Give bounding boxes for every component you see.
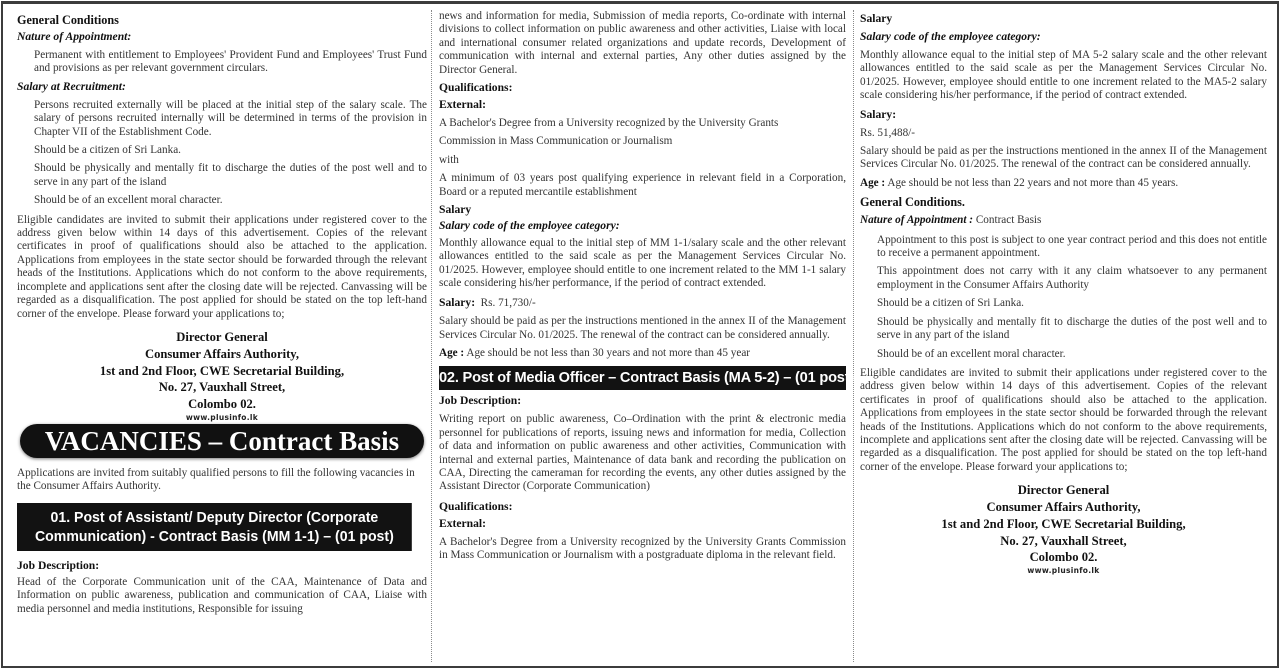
external-heading: External: xyxy=(439,516,487,530)
column-2 xyxy=(439,4,855,666)
age-text: Age should be not less than 30 years and not more than 45 year xyxy=(466,346,751,359)
job-description-continued: news and information for media, Submission of media reports, Co-ordinate with internal divisions to collect information on public awareness and other activities, Liaise with local and international consumer related organizations and update records, Development of communication with internal and external parties, Any other duties assigned by the Director General. xyxy=(439,10,846,76)
moral-condition: Should be of an excellent moral character. xyxy=(34,194,223,207)
external-heading: External: xyxy=(439,98,487,112)
with-text: with xyxy=(439,153,459,166)
intro-text: Applications are invited from suitably qualified persons to fill the following vacancies in the Consumer Affairs Authority. xyxy=(17,466,415,493)
job-description-text: Head of the Corporate Communication unit of the CAA, Maintenance of Data and Information on public awareness, publication and communication of CAA, Liaise with media personnel and media institutions, Responsible for issuing xyxy=(17,575,427,615)
job-description-heading: Job Description: xyxy=(17,558,100,572)
salary-payment-text: Salary should be paid as per the instructions mentioned in the annex II of the Management Services Circular No. 01/2025. The renewal of the contract can be considered annually. xyxy=(439,315,846,341)
degree-line-2: Commission in Mass Communication or Journalism xyxy=(439,135,673,148)
citizen-condition: Should be a citizen of Sri Lanka. xyxy=(877,297,1024,310)
website-watermark: www.plusinfo.lk xyxy=(1027,566,1100,576)
nature-of-appointment-value: Contract Basis xyxy=(975,214,1042,227)
salary-at-recruitment-text: Persons recruited externally will be placed at the initial step of the salary scale. The salary of persons recruited internally will be determined in terms of the provision in Chapter VII of the Establishment Code. xyxy=(34,98,427,138)
qualifications-heading: Qualifications: xyxy=(439,499,513,513)
salary-code-text: Monthly allowance equal to the initial step of MM 1-1/salary scale and the other relevant allowances entitled to the said scale as per the Management Services Circular No. 01/2025. However, employee should entitle to one increment related to the MM 1-1 salary scale considering his/her performance, if the period of contract extended. xyxy=(439,237,846,290)
address-line: Consumer Affairs Authority, xyxy=(144,346,300,361)
salary-line xyxy=(439,296,846,310)
address-line: Colombo 02. xyxy=(1029,550,1098,565)
post-2-title: 02. Post of Media Officer – Contract Basis (MA 5-2) – (01 post) xyxy=(439,366,846,390)
experience-requirement: A minimum of 03 years post qualifying experience in relevant field in a Corporation, Board or a reputed mercantile establishment xyxy=(439,172,846,198)
website-watermark: www.plusinfo.lk xyxy=(185,412,259,422)
fitness-condition: Should be physically and mentally fit to discharge the duties of the post well and to serve in any part of the island xyxy=(877,315,1267,342)
salary-at-recruitment-heading: Salary at Recruitment: xyxy=(17,79,126,93)
vacancies-banner: VACANCIES – Contract Basis xyxy=(20,424,424,458)
job-description-2-text: Writing report on public awareness, Co–Ordination with the print & electronic media personnel for publications of reports, issuing news and information for media, Collection of data and information on public awareness and other activities, Communication with internal and external parties, Maintenance of data bank and recording the publication on CAA, Directing the cameraman for recording the events, any other duties assigned by the Assistant Director (Corporate Communication) xyxy=(439,413,846,493)
age-label: Age : xyxy=(439,346,465,359)
column-1 xyxy=(17,4,427,666)
general-conditions-heading: General Conditions. xyxy=(860,195,965,210)
age-label: Age : xyxy=(860,176,886,189)
salary-label: Salary: xyxy=(860,107,897,121)
eligibility-instructions: Eligible candidates are invited to submit their applications under registered cover to the address given below within 14 days of this advertisement. Copies of the relevant certificates in proof of qualifications should also be attached to the application. Applications from employees in the state sector should be forwarded through the relevant heads of the Institutions. Applications which do not conform to the above requirements, incomplete and applications sent after the closing date will be rejected. Canvassing will be regarded as a disqualification. The post applied for should be stated on the top left-hand corner of the envelope. Please forward your applications to; xyxy=(17,213,427,320)
salary-code-text: Monthly allowance equal to the initial step of MA 5-2 salary scale and the other relevant allowances entitled to the said scale as per the Management Services Circular No. 01/2025. However, employee should entitle to one increment related to the MA5-2 salary scale considering his/her performance, if the period of contract extended. xyxy=(860,49,1267,102)
advertisement-page xyxy=(1,1,1279,668)
post-1-title: 01. Post of Assistant/ Deputy Director (Corporate Communication) - Contract Basis (MM 1-1) – (01 post) xyxy=(17,503,412,551)
salary-code-heading: Salary code of the employee category: xyxy=(860,30,1041,43)
column-3 xyxy=(860,4,1267,666)
column-divider xyxy=(431,10,432,662)
address-line: Director General xyxy=(1017,483,1110,498)
age-line xyxy=(860,177,1267,190)
address-line: 1st and 2nd Floor, CWE Secretarial Building, xyxy=(99,363,345,378)
eligibility-instructions: Eligible candidates are invited to submit their applications under registered cover to the address given below within 14 days of this advertisement. Copies of the relevant certificates in proof of qualifications should also be attached to the application. Applications from employees in the state sector should be forwarded through the relevant heads of the Institutions. Applications which do not conform to the above requirements, incomplete and applications sent after the closing date will be rejected. Canvassing will be regarded as a disqualification. The post applied for should be stated on the top left-hand corner of the envelope. Please forward your applications to; xyxy=(860,366,1267,473)
salary-heading: Salary xyxy=(860,12,893,25)
degree-line-1: A Bachelor's Degree from a University recognized by the University Grants xyxy=(439,117,779,130)
postal-address xyxy=(860,482,1267,566)
address-line: No. 27, Vauxhall Street, xyxy=(1000,533,1127,548)
age-text: Age should be not less than 22 years and not more than 45 years. xyxy=(887,176,1179,189)
column-divider xyxy=(853,10,854,662)
nature-of-appointment-heading: Nature of Appointment: xyxy=(17,30,132,43)
no-claim-condition: This appointment does not carry with it any claim whatsoever to any permanent employment in the Consumer Affairs Authority xyxy=(877,265,1267,291)
age-line xyxy=(439,347,846,360)
moral-condition: Should be of an excellent moral character. xyxy=(877,347,1066,360)
salary-heading: Salary xyxy=(439,203,472,217)
job-description-heading: Job Description: xyxy=(439,394,522,408)
nature-of-appointment-heading: Nature of Appointment : xyxy=(860,214,974,227)
citizen-condition: Should be a citizen of Sri Lanka. xyxy=(34,144,181,157)
qualifications-heading: Qualifications: xyxy=(439,81,513,95)
degree-2-text: A Bachelor's Degree from a University recognized by the University Grants Commission in Mass Communication or Journalism with a postgraduate diploma in the relevant field. xyxy=(439,535,846,562)
salary-code-heading: Salary code of the employee category: xyxy=(439,219,620,233)
general-conditions-heading: General Conditions xyxy=(17,13,119,27)
postal-address xyxy=(17,329,427,413)
salary-value: Rs. 51,488/- xyxy=(860,126,916,139)
salary-label: Salary: xyxy=(439,295,476,309)
nature-of-appointment-line xyxy=(860,214,1267,227)
contract-condition: Appointment to this post is subject to one year contract period and this does not entitle to receive a permanent appointment. xyxy=(877,233,1267,260)
address-line: Director General xyxy=(176,329,268,344)
address-line: No. 27, Vauxhall Street, xyxy=(158,380,286,395)
address-line: 1st and 2nd Floor, CWE Secretarial Building, xyxy=(941,516,1186,531)
nature-of-appointment-text: Permanent with entitlement to Employees' Provident Fund and Employees' Trust Fund and provisions as per relevant government circulars. xyxy=(34,49,427,75)
address-line: Consumer Affairs Authority, xyxy=(986,499,1141,514)
salary-value: Rs. 71,730/- xyxy=(480,296,536,309)
address-line: Colombo 02. xyxy=(188,397,256,412)
salary-payment-text: Salary should be paid as per the instructions mentioned in the annex II of the Management Services Circular No. 01/2025. The renewal of the contract can be considered annually. xyxy=(860,145,1267,171)
fitness-condition: Should be physically and mentally fit to discharge the duties of the post well and to serve in any part of the island xyxy=(34,162,427,188)
